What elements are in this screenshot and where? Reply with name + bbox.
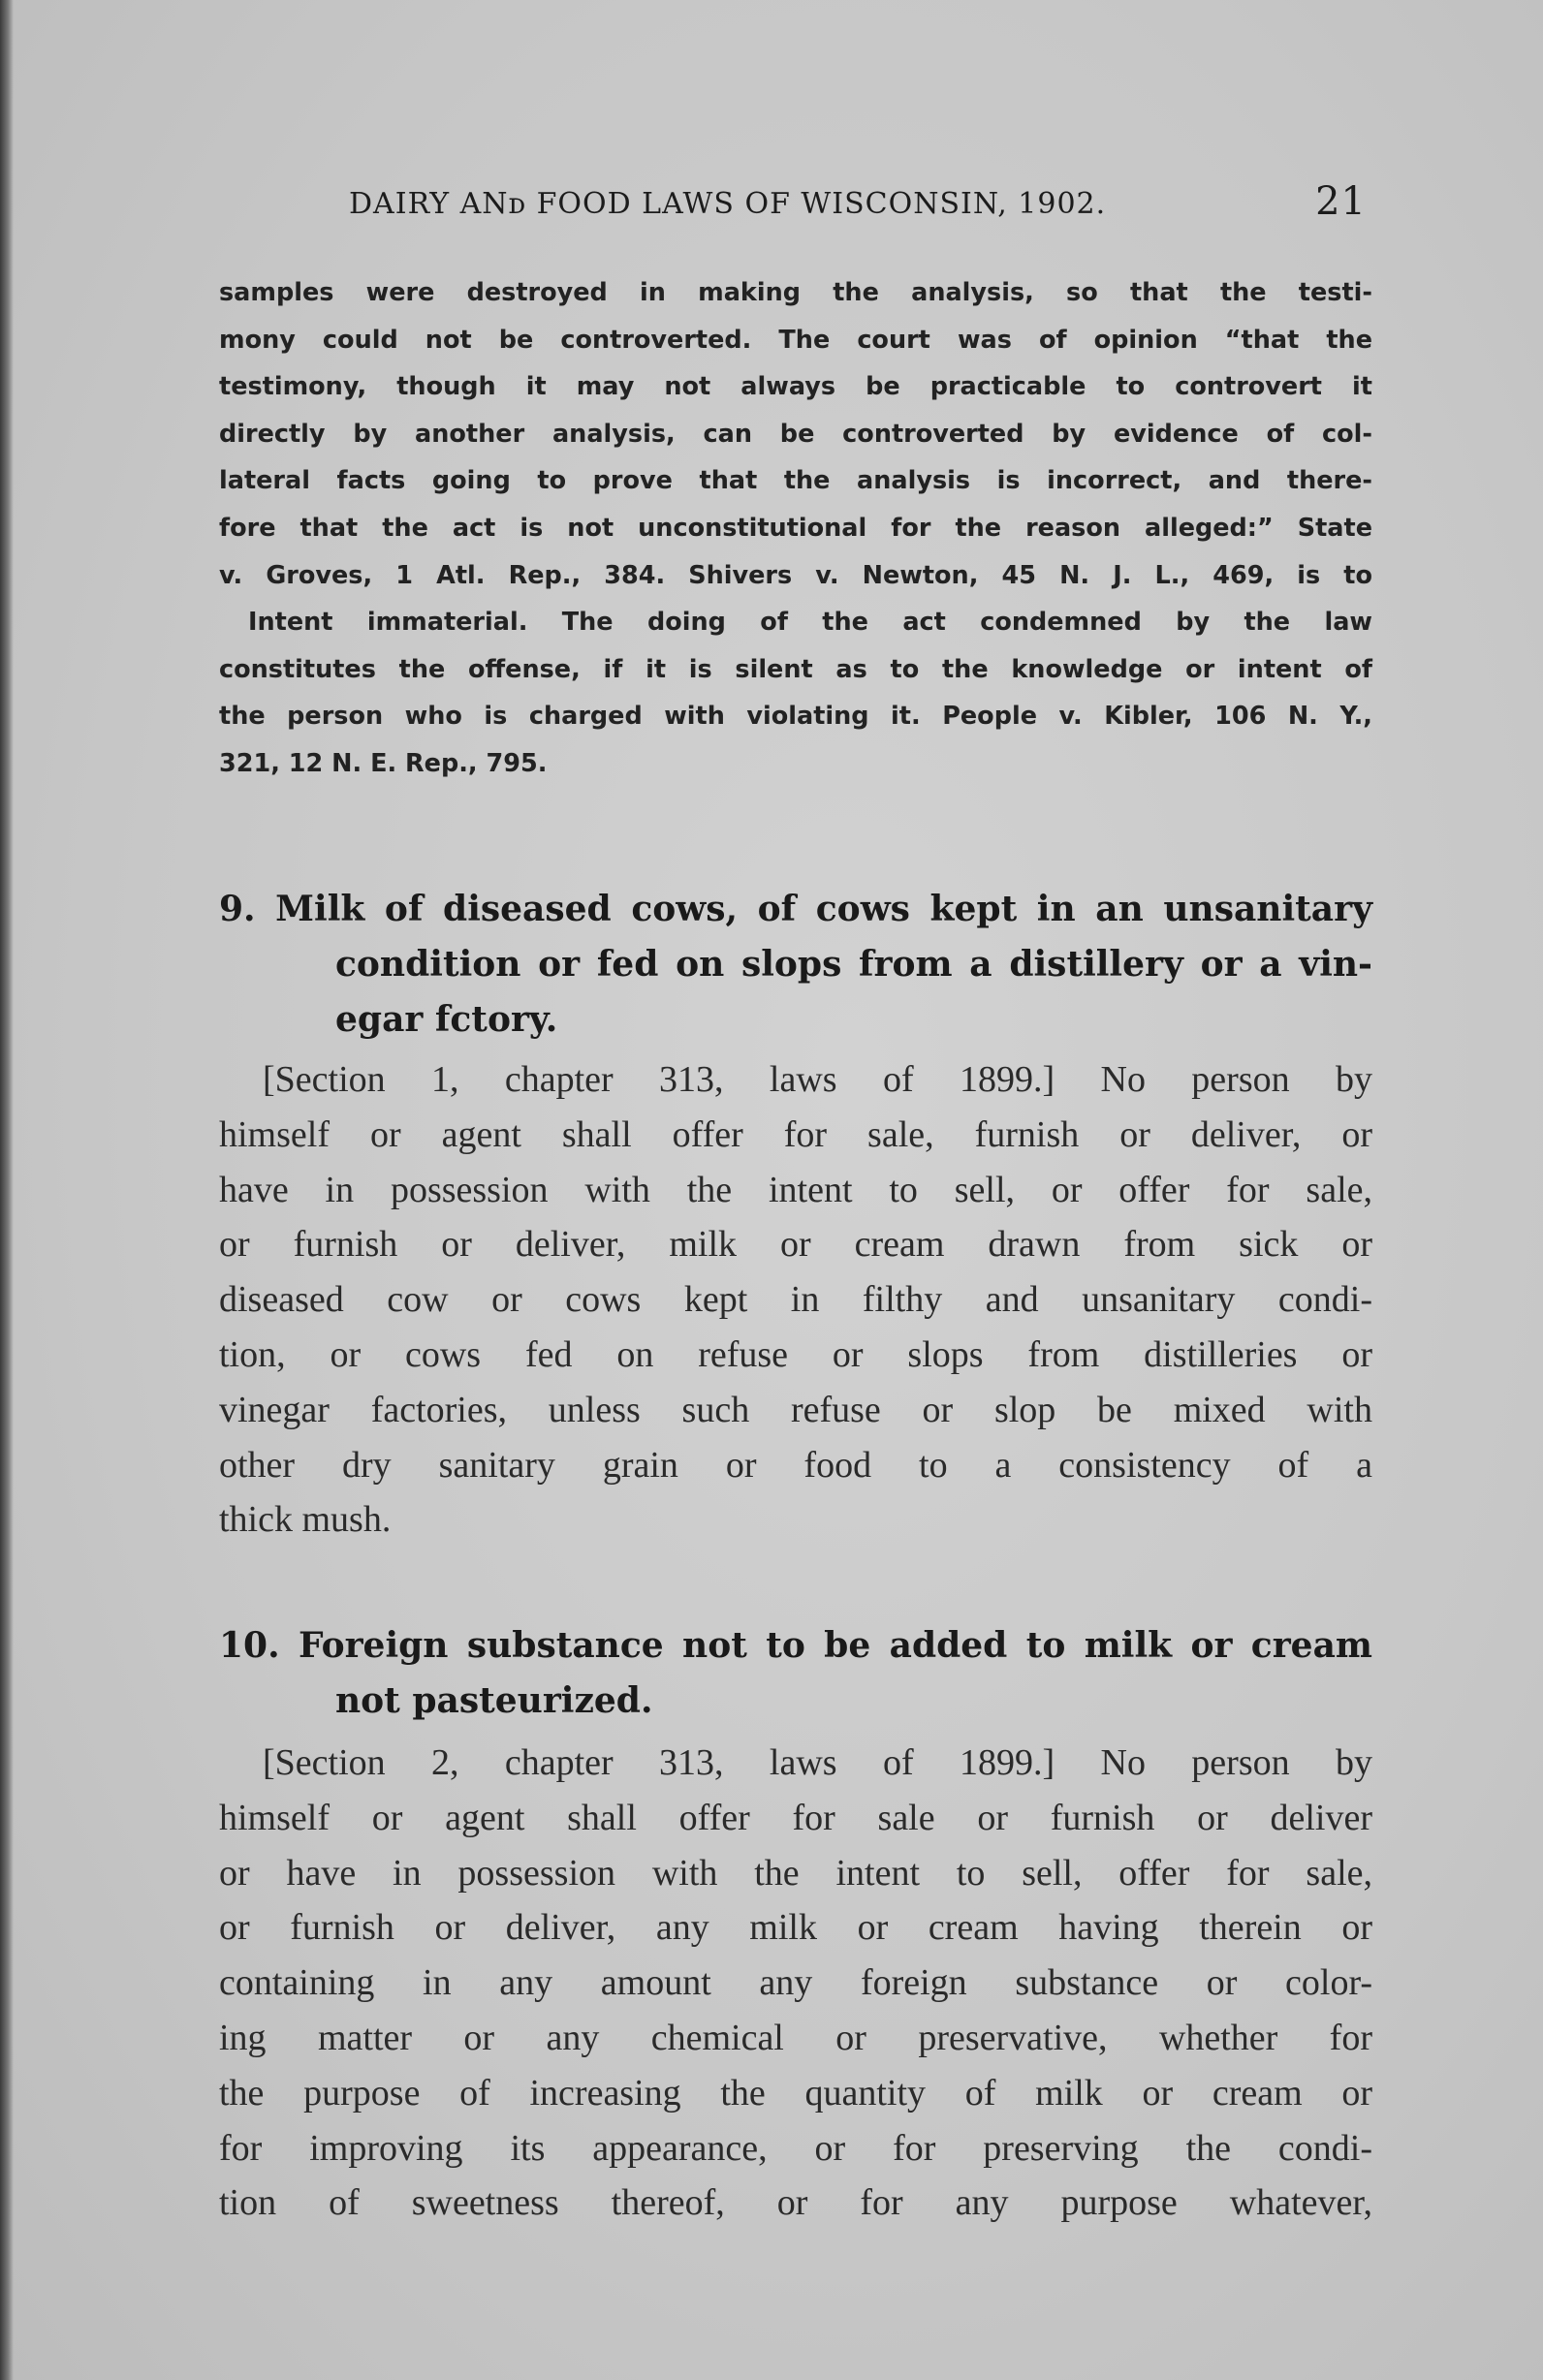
body-line: other dry sanitary grain or food to a consistency of a <box>219 1444 1372 1486</box>
body-line: ing matter or any chemical or preservative, whether for <box>219 2017 1372 2058</box>
annotation-line: Intent immaterial. The doing of the act condemned by the law <box>248 608 1372 638</box>
annotation-line: the person who is charged with violating it. People v. Kibler, 106 N. Y., <box>219 702 1372 732</box>
body-line: or furnish or deliver, any milk or cream having therein or <box>219 1907 1372 1949</box>
annotation-line: samples were destroyed in making the analysis, so that the testi- <box>219 278 1372 307</box>
annotation-line: testimony, though it may not always be practicable to controvert it <box>219 372 1372 402</box>
section-10-heading <box>219 1618 1372 1729</box>
annotation-line: v. Groves, 1 Atl. Rep., 384. Shivers v. Newton, 45 N. J. L., 469, is to <box>219 560 1372 590</box>
section-9-body <box>219 1052 1372 1548</box>
annotation-line: 321, 12 N. E. Rep., 795. <box>219 748 548 778</box>
heading-line: 9. Milk of diseased cows, of cows kept in an unsanitary <box>219 889 1372 929</box>
section-9-heading <box>219 882 1372 1048</box>
annotation-line: mony could not be controverted. The court was of opinion “that the <box>219 325 1372 355</box>
body-line: for improving its appearance, or for preserving the condi- <box>219 2127 1372 2169</box>
annotation-line: directly by another analysis, can be controverted by evidence of col- <box>219 419 1372 449</box>
heading-line: condition or fed on slops from a distillery or a vin- <box>335 944 1372 985</box>
page-number: 21 <box>1315 179 1367 224</box>
body-line: himself or agent shall offer for sale, furnish or deliver, or <box>219 1113 1372 1155</box>
body-line: or have in possession with the intent to sell, offer for sale, <box>219 1852 1372 1894</box>
running-head <box>349 179 1367 228</box>
heading-line: 10. Foreign substance not to be added to milk or cream <box>219 1625 1372 1666</box>
body-line: containing in any amount any foreign substance or color- <box>219 1962 1372 2004</box>
running-head-title: DAIRY ANᴅ FOOD LAWS OF WISCONSIN, 1902. <box>349 187 1107 221</box>
body-line: thick mush. <box>219 1499 392 1541</box>
body-line: [Section 2, chapter 313, laws of 1899.] No person by <box>263 1742 1372 1783</box>
body-line: have in possession with the intent to sell, or offer for sale, <box>219 1169 1372 1210</box>
body-line: [Section 1, chapter 313, laws of 1899.] No person by <box>263 1059 1372 1100</box>
body-line: himself or agent shall offer for sale or furnish or deliver <box>219 1797 1372 1838</box>
annotation-line: constitutes the offense, if it is silent as to the knowledge or intent of <box>219 654 1372 684</box>
body-line: or furnish or deliver, milk or cream drawn from sick or <box>219 1224 1372 1266</box>
book-spine-shadow <box>0 0 14 2380</box>
body-line: diseased cow or cows kept in filthy and unsanitary condi- <box>219 1279 1372 1321</box>
body-line: vinegar factories, unless such refuse or slop be mixed with <box>219 1389 1372 1430</box>
body-line: the purpose of increasing the quantity of milk or cream or <box>219 2072 1372 2114</box>
annotation-line: fore that the act is not unconstitutional for the reason alleged:” State <box>219 513 1372 543</box>
annotation-paragraph <box>219 269 1372 788</box>
body-line: tion, or cows fed on refuse or slops from distilleries or <box>219 1333 1372 1375</box>
heading-line: egar fctory. <box>335 999 558 1040</box>
heading-line: not pasteurized. <box>335 1680 653 1721</box>
annotation-line: lateral facts going to prove that the analysis is incorrect, and there- <box>219 466 1372 496</box>
body-line: tion of sweetness thereof, or for any purpose whatever, <box>219 2182 1372 2224</box>
section-10-body <box>219 1736 1372 2231</box>
